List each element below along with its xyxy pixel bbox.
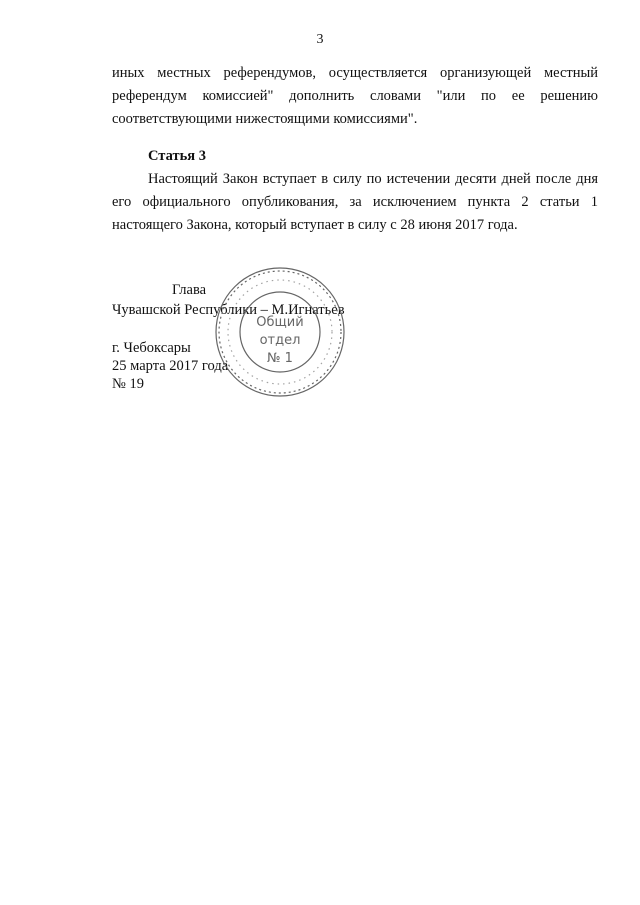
stamp-seal-icon xyxy=(212,264,348,400)
place: г. Чебоксары xyxy=(112,340,191,356)
official-stamp xyxy=(212,264,348,400)
article-body: Настоящий Закон вступает в силу по истечении десяти дней после дня его официального опубликования, за исключением пункта 2 статьи 1 настоящего Закона, который вступает в силу с 28 июня 2017 года. xyxy=(112,171,598,233)
page-number: 3 xyxy=(316,32,324,47)
stamp-line-1: Общий xyxy=(256,315,304,330)
stamp-line-2: отдел xyxy=(259,333,301,348)
continuation-paragraph: иных местных референдумов, осуществляется организующей местный референдум комиссией" дополнить словами "или по ее решению соответствующими нижестоящими комиссиями". xyxy=(112,65,598,127)
article-title: Статья 3 xyxy=(148,148,206,164)
document-number: № 19 xyxy=(112,376,144,392)
date: 25 марта 2017 года xyxy=(112,358,229,374)
signature-title: Глава xyxy=(172,282,207,298)
stamp-line-3: № 1 xyxy=(267,351,293,366)
signature-name: Чувашской Республики – М.Игнатьев xyxy=(112,302,345,318)
